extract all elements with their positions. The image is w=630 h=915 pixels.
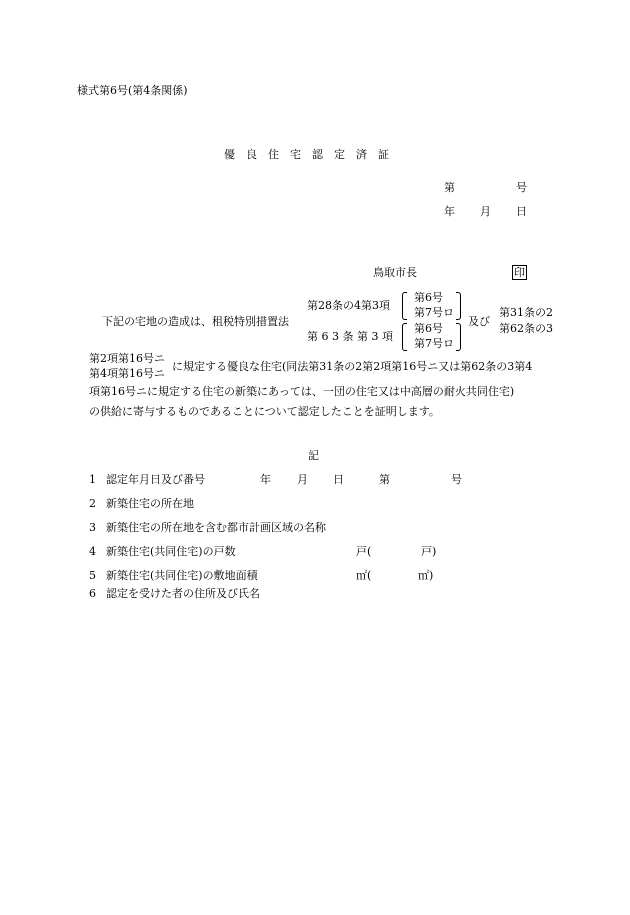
law-a-item-2: 第7号ロ [414, 306, 454, 319]
item-2-label: 新築住宅の所在地 [106, 497, 194, 510]
body-intro: 下記の宅地の造成は、租税特別措置法 [102, 315, 289, 328]
law-b-item-2: 第7号ロ [414, 337, 454, 350]
law-c-1: 第31条の2 [499, 306, 553, 319]
item-2-num: 2 [89, 497, 96, 510]
item-6-label: 認定を受けた者の住所及び氏名 [106, 587, 260, 600]
law-a-bracket-left [402, 292, 407, 320]
item-6-num: 6 [89, 587, 96, 600]
item-1-month: 月 [297, 473, 308, 486]
body-line-3: 項第16号ニに規定する住宅の新築にあっては、一団の住宅又は中高層の耐火共同住宅) [89, 385, 515, 398]
item-5-num: 5 [89, 569, 96, 582]
item-1-dai: 第 [379, 473, 390, 486]
item-4-units-close: 戸) [421, 545, 437, 558]
number-go: 号 [516, 181, 527, 194]
oyobi: 及び [468, 315, 490, 328]
item-1-num: 1 [89, 473, 96, 486]
item-5-label: 新築住宅(共同住宅)の敷地面積 [106, 569, 258, 582]
item-1-label: 認定年月日及び番号 [106, 473, 205, 486]
item-4-units-open: 戸( [356, 545, 372, 558]
item-5-area-close: ㎡) [418, 569, 434, 582]
date-day: 日 [516, 205, 527, 218]
issuer: 鳥取市長 [373, 266, 417, 279]
law-b-bracket-left [402, 323, 407, 351]
item-1-day: 日 [333, 473, 344, 486]
item-4-num: 4 [89, 545, 96, 558]
law-b: 第 6 3 条 第 3 項 [307, 330, 393, 343]
date-month: 月 [480, 205, 491, 218]
ref-item-1: 第2項第16号ニ [89, 352, 165, 365]
certificate-title: 優 良 住 宅 認 定 済 証 [224, 148, 389, 161]
item-1-go: 号 [451, 473, 462, 486]
law-a-item-1: 第6号 [414, 291, 443, 304]
item-3-num: 3 [89, 521, 96, 534]
body-line-2: に規定する優良な住宅(同法第31条の2第2項第16号ニ又は第62条の3第4 [172, 360, 533, 373]
law-b-bracket-right [456, 323, 461, 351]
item-5-area-open: ㎡( [356, 569, 372, 582]
seal-stamp: 印 [514, 266, 525, 279]
item-1-year: 年 [260, 473, 271, 486]
item-4-label: 新築住宅(共同住宅)の戸数 [106, 545, 236, 558]
ref-item-2: 第4項第16号ニ [89, 367, 165, 380]
law-b-item-1: 第6号 [414, 322, 443, 335]
ki-heading: 記 [308, 449, 319, 462]
number-dai: 第 [444, 181, 455, 194]
law-a: 第28条の4第3項 [307, 299, 390, 312]
form-label: 様式第6号(第4条関係) [77, 84, 188, 97]
date-year: 年 [444, 205, 455, 218]
item-3-label: 新築住宅の所在地を含む都市計画区域の名称 [106, 521, 326, 534]
law-a-bracket-right [456, 292, 461, 320]
body-line-4: の供給に寄与するものであることについて認定したことを証明します。 [89, 405, 440, 418]
law-c-2: 第62条の3 [499, 322, 553, 335]
